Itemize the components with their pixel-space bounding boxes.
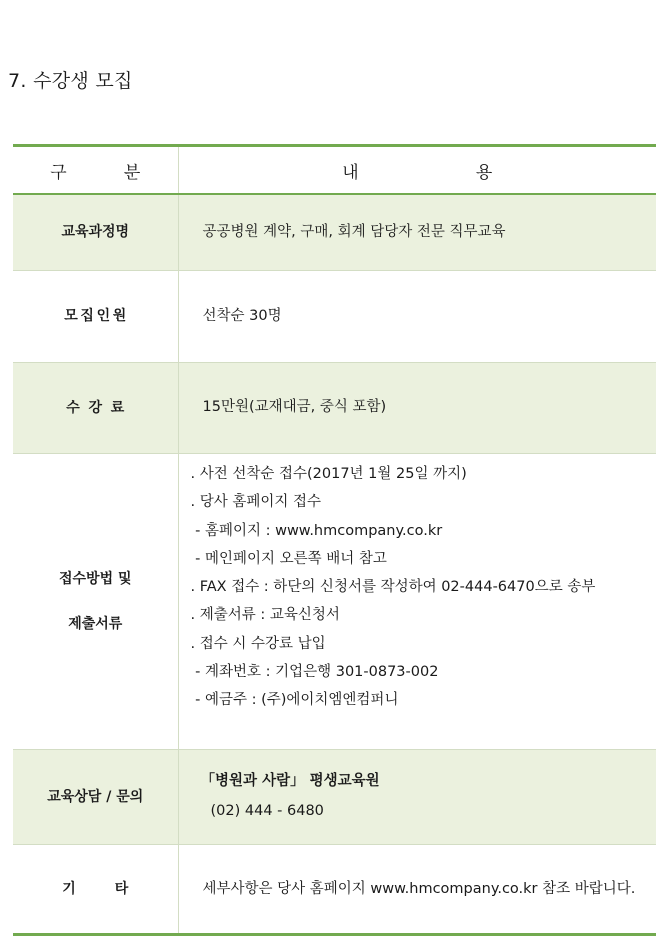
apply-line: . 접수 시 수강료 납입 [190,635,326,652]
contact-phone: (02) 444 - 6480 [210,803,324,819]
table-header-row [13,146,656,195]
label-char: 료 [110,399,125,416]
contact-org: 「병원과 사람」 평생교육원 [200,773,380,790]
label-char: 집 [80,308,94,325]
label-char: 기 [62,880,76,897]
row-label-course: 교육과정명 [13,194,178,271]
table-row-contact [13,750,656,845]
row-label-fee [13,363,178,454]
row-value-course: 공공병원 계약, 구매, 회계 담당자 전문 직무교육 [178,194,656,271]
header-category [13,146,178,195]
row-label-apply [13,454,178,750]
table-row-recruit [13,271,656,363]
row-label-etc [13,845,178,935]
apply-line: . 당사 홈페이지 접수 [190,494,321,511]
row-label-contact: 교육상담 / 문의 [13,750,178,845]
apply-line: - 계좌번호 : 기업은행 301-0873-002 [190,664,439,681]
apply-line: . 제출서류 : 교육신청서 [190,607,340,624]
header-content-char: 내 [342,162,359,183]
table-row-fee [13,363,656,454]
section-title: 7. 수강생 모집 [8,70,133,92]
label-char: 인 [96,308,111,325]
row-value-fee: 15만원(교재대금, 중식 포함) [178,363,656,454]
row-value-apply [178,454,656,750]
apply-line: - 메인페이지 오른쪽 배너 참고 [190,550,387,567]
label-char: 강 [88,399,103,416]
apply-line: . FAX 접수 : 하단의 신청서를 작성하여 02-444-6470으로 송부 [190,579,596,596]
label-char: 원 [112,308,127,325]
recruitment-table [13,144,656,936]
table-row-course [13,194,656,271]
label-char: 수 [66,399,80,416]
header-category-char: 구 [50,162,67,183]
table-row-etc [13,845,656,935]
label-char: 타 [114,880,129,897]
label-line: 접수방법 및 [59,570,132,587]
table-row-apply [13,454,656,750]
label-char: 모 [64,308,78,325]
apply-line: - 예금주 : (주)에이치엠엔컴퍼니 [190,692,399,709]
apply-line: . 사전 선착순 접수(2017년 1월 25일 까지) [190,466,467,482]
header-content-char: 용 [475,162,493,183]
header-content [178,146,656,195]
row-value-recruit: 선착순 30명 [178,271,656,363]
row-label-recruit [13,271,178,363]
row-value-etc: 세부사항은 당사 홈페이지 www.hmcompany.co.kr 참조 바랍니다. [178,845,656,935]
label-line: 제출서류 [68,615,123,632]
row-value-contact [178,750,656,845]
header-category-char: 분 [123,162,141,183]
apply-line: - 홈페이지 : www.hmcompany.co.kr [190,522,443,539]
